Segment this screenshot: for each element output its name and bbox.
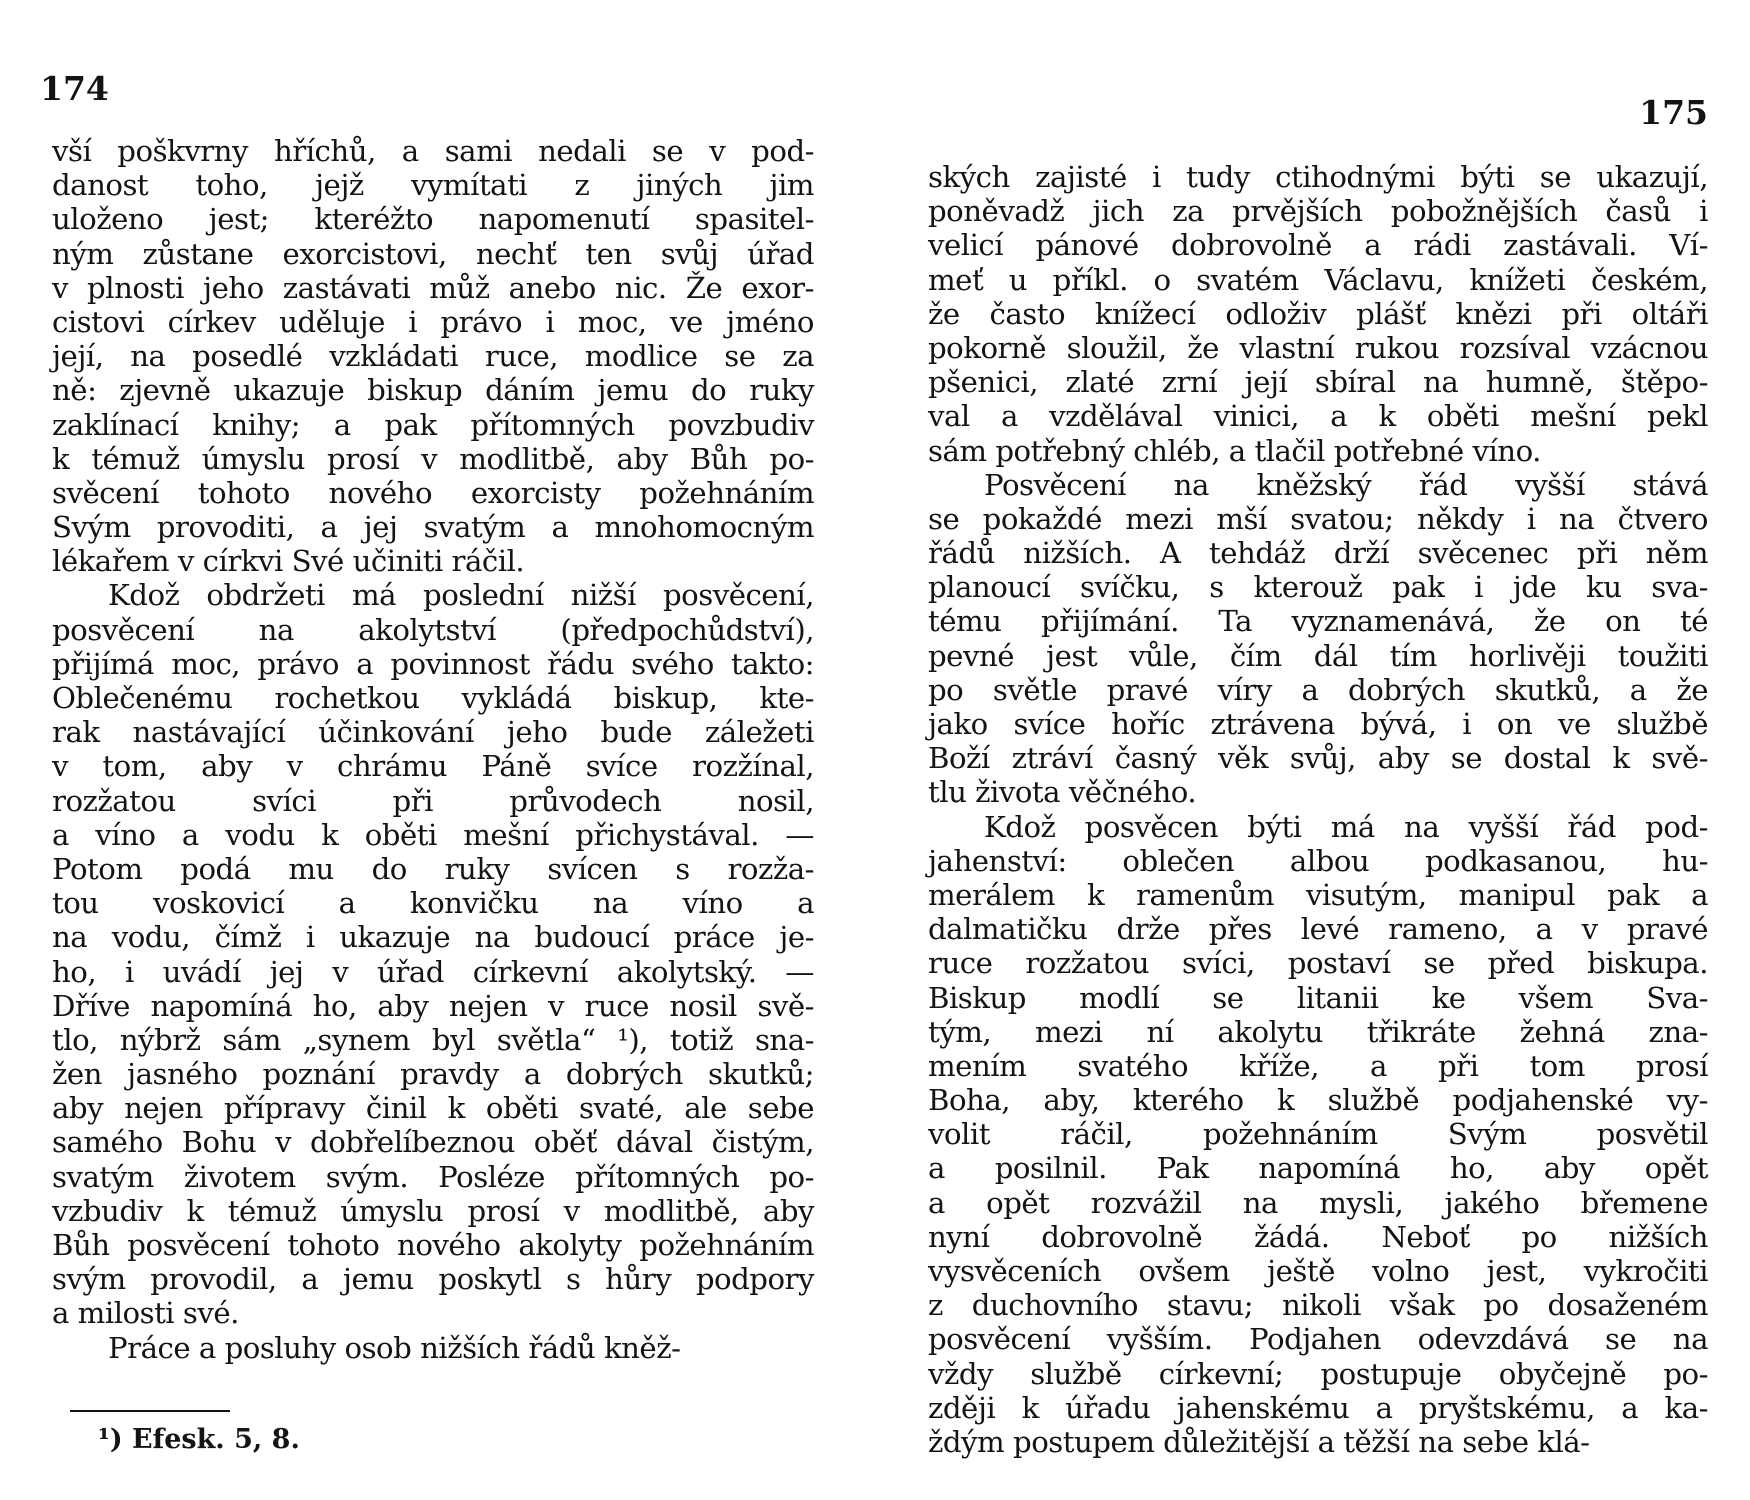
text-line: její, na posedlé vzkládati ruce, modlice se za (52, 339, 814, 374)
text-line: se pokaždé mezi mší svatou; někdy i na čtvero (928, 501, 1708, 536)
text-line: přijímá moc, právo a povinnost řádu svého takto: (52, 646, 814, 681)
text-line: ho, i uvádí jej v úřad církevní akolytský. — (52, 954, 814, 989)
text-line: tlo, nýbrž sám „synem byl světla“ ¹), totiž sna- (52, 1022, 814, 1057)
text-line: jahenství: oblečen albou podkasanou, hu- (928, 843, 1708, 878)
text-line: vzbudiv k témuž úmyslu prosí v modlitbě, aby (52, 1193, 814, 1228)
text-line: Bůh posvěcení tohoto nového akolyty požehnáním (52, 1228, 814, 1262)
text-line: posvěcení na akolytství (předpochůdství), (52, 612, 814, 647)
text-line: žen jasného poznání pravdy a dobrých skutků; (52, 1057, 814, 1092)
text-line: ně: zjevně ukazuje biskup dáním jemu do ruky (52, 373, 814, 408)
text-line: uloženo jest; kteréžto napomenutí spasitel- (52, 202, 814, 237)
text-line: mením svatého kříže, a při tom prosí (928, 1048, 1708, 1083)
text-line: posvěcení vyšším. Podjahen odevzdává se na (928, 1322, 1708, 1357)
text-line: svatým životem svým. Posléze přítomných po- (52, 1159, 814, 1194)
page-number-left: 174 (40, 69, 109, 108)
text-line: na vodu, čímž i ukazuje na budoucí práce je- (52, 920, 814, 955)
text-line: Kdož posvěcen býti má na vyšší řád pod- (984, 809, 1708, 844)
text-line: Oblečenému rochetkou vykládá biskup, kte- (52, 681, 814, 715)
text-line: Posvěcení na kněžský řád vyšší stává (984, 467, 1708, 502)
text-line: rozžatou svíci při průvodech nosil, (52, 783, 814, 818)
text-line: a posilnil. Pak napomíná ho, aby opět (928, 1151, 1708, 1186)
text-line: dalmatičku drže přes levé rameno, a v pravé (928, 912, 1708, 947)
text-line: ždým postupem důležitější a těžší na sebe klá- (928, 1424, 1590, 1459)
text-line: Práce a posluhy osob nižších řádů kněž- (108, 1330, 681, 1365)
text-line: Kdož obdržeti má poslední nižší posvěcení, (108, 578, 814, 613)
text-line: meť u příkl. o svatém Václavu, knížeti českém, (928, 262, 1708, 297)
text-line: merálem k ramenům visutým, manipul pak a (928, 877, 1708, 912)
text-line: rak nastávající účinkování jeho bude záležeti (52, 715, 814, 750)
text-line: z duchovního stavu; nikoli však po dosaženém (928, 1288, 1708, 1323)
text-line: planoucí svíčku, s kterouž pak i jde ku sva- (928, 570, 1708, 605)
text-line: zaklínací knihy; a pak přítomných povzbudiv (52, 407, 814, 442)
text-line: aby nejen přípravy činil k oběti svaté, ale sebe (52, 1091, 814, 1126)
text-line: pevné jest vůle, čím dál tím horlivěji toužiti (928, 638, 1708, 673)
text-line: zději k úřadu jahenskému a pryštskému, a ka- (928, 1390, 1708, 1425)
text-line: svěcení tohoto nového exorcisty požehnáním (52, 475, 814, 510)
text-line: vždy službě církevní; postupuje obyčejně po- (928, 1356, 1708, 1391)
text-line: Dříve napomíná ho, aby nejen v ruce nosil svě- (52, 988, 814, 1023)
text-line: vší poškvrny hříchů, a sami nedali se v pod- (52, 134, 814, 168)
text-line: v tom, aby v chrámu Páně svíce rozžínal, (52, 749, 814, 784)
right-page-text (928, 160, 1708, 1459)
text-line: danost toho, jejž vymítati z jiných jim (52, 168, 814, 203)
text-line: Boha, aby, kterého k službě podjahenské vy- (928, 1083, 1708, 1118)
text-line: Biskup modlí se litanii ke všem Sva- (928, 980, 1708, 1015)
text-line: Boží ztráví časný věk svůj, aby se dostal k svě- (928, 741, 1708, 776)
text-line: po světle pravé víry a dobrých skutků, a že (928, 672, 1708, 707)
text-line: velicí pánové dobrovolně a rádi zastávali. Ví- (928, 228, 1708, 263)
text-line: vysvěceních ovšem ještě volno jest, vykročiti (928, 1254, 1708, 1288)
text-line: že často knížecí odloživ plášť knězi při oltáři (928, 296, 1708, 331)
text-line: pokorně sloužil, že vlastní rukou rozsíval vzácnou (928, 330, 1708, 365)
text-line: Potom podá mu do ruky svícen s rozža- (52, 851, 814, 886)
text-line: poněvadž jich za prvějších pobožnějších časů i (928, 194, 1708, 229)
text-line: samého Bohu v dobřelíbeznou oběť dával čistým, (52, 1125, 814, 1160)
text-line: v plnosti jeho zastávati můž anebo nic. Že exor- (52, 270, 814, 305)
text-line: val a vzdělával vinici, a k oběti mešní pekl (928, 399, 1708, 434)
footnote-divider (70, 1410, 230, 1412)
text-line: k témuž úmyslu prosí v modlitbě, aby Bůh po- (52, 441, 814, 476)
text-line: Svým provoditi, a jej svatým a mnohomocným (52, 510, 814, 545)
footnote: ¹) Efesk. 5, 8. (98, 1424, 300, 1455)
text-line: a víno a vodu k oběti mešní přichystával. — (52, 817, 814, 852)
text-line: tému přijímání. Ta vyznamenává, že on té (928, 604, 1708, 639)
text-line: volit ráčil, požehnáním Svým posvětil (928, 1117, 1708, 1152)
page-number-right: 175 (1639, 93, 1708, 132)
text-line: ruce rozžatou svíci, postaví se před biskupa. (928, 946, 1708, 981)
text-line: jako svíce hoříc ztrávena bývá, i on ve službě (928, 707, 1708, 741)
text-line: tlu života věčného. (928, 775, 1197, 810)
text-line: svým provodil, a jemu poskytl s hůry podpory (52, 1262, 814, 1297)
text-line: tým, mezi ní akolytu třikráte žehná zna- (928, 1014, 1708, 1049)
text-line: ských zajisté i tudy ctihodnými býti se ukazují, (928, 160, 1708, 194)
text-line: cistovi církev uděluje i právo i moc, ve jméno (52, 304, 814, 339)
text-line: ným zůstane exorcistovi, nechť ten svůj úřad (52, 236, 814, 271)
left-page-text (52, 134, 814, 1365)
text-line: a milosti své. (52, 1296, 239, 1331)
text-line: a opět rozvážil na mysli, jakého břemene (928, 1185, 1708, 1220)
text-line: nyní dobrovolně žádá. Neboť po nižších (928, 1219, 1708, 1254)
text-line: řádů nižších. A tehdáž drží svěcenec při něm (928, 536, 1708, 571)
text-line: sám potřebný chléb, a tlačil potřebné víno. (928, 433, 1541, 468)
text-line: tou voskovicí a konvičku na víno a (52, 886, 814, 921)
text-line: lékařem v církvi Své učiniti ráčil. (52, 544, 525, 579)
text-line: pšenici, zlaté zrní její sbíral na humně, štěpo- (928, 365, 1708, 400)
